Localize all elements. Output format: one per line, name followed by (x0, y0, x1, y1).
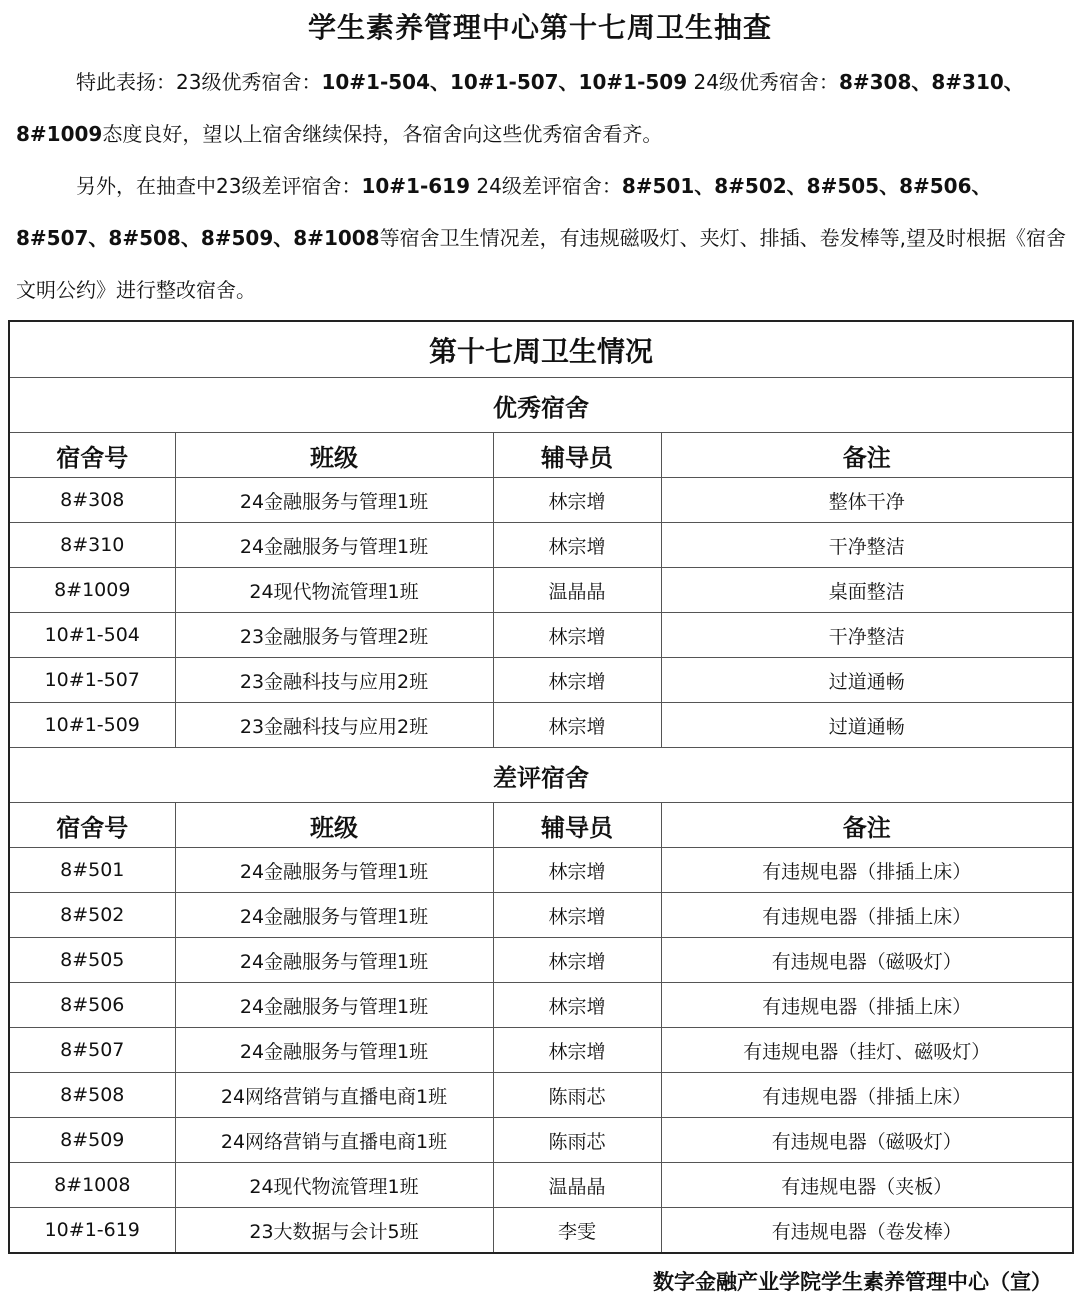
counselor-cell: 林宗增 (493, 703, 661, 748)
table-title: 第十七周卫生情况 (9, 321, 1073, 378)
note-cell: 有违规电器（排插上床） (661, 893, 1073, 938)
class-cell: 23大数据与会计5班 (175, 1208, 493, 1254)
class-cell: 23金融服务与管理2班 (175, 613, 493, 658)
table-row (9, 983, 1073, 1028)
poor-section-title: 差评宿舍 (9, 748, 1073, 803)
counselor-cell: 林宗增 (493, 613, 661, 658)
table-row (9, 848, 1073, 893)
criticism-lead: 另外，在抽查中23级差评宿舍： (76, 174, 362, 198)
class-cell: 24金融服务与管理1班 (175, 938, 493, 983)
column-header: 备注 (661, 433, 1073, 478)
column-header: 宿舍号 (9, 433, 175, 478)
criticism-list-23: 10#1-619 (361, 174, 471, 198)
table-title-row (9, 321, 1073, 378)
room-cell: 10#1-619 (9, 1208, 175, 1254)
table-header-row (9, 803, 1073, 848)
counselor-cell: 林宗增 (493, 523, 661, 568)
note-cell: 整体干净 (661, 478, 1073, 523)
column-header: 辅导员 (493, 803, 661, 848)
table-row (9, 613, 1073, 658)
criticism-mid: 24级差评宿舍： (470, 174, 622, 198)
room-cell: 8#507 (9, 1028, 175, 1073)
room-cell: 8#1008 (9, 1163, 175, 1208)
column-header: 班级 (175, 803, 493, 848)
counselor-cell: 陈雨芯 (493, 1118, 661, 1163)
criticism-paragraph (16, 160, 1066, 316)
class-cell: 24网络营销与直播电商1班 (175, 1118, 493, 1163)
class-cell: 23金融科技与应用2班 (175, 658, 493, 703)
table-row (9, 1163, 1073, 1208)
class-cell: 24金融服务与管理1班 (175, 523, 493, 568)
note-cell: 过道通畅 (661, 658, 1073, 703)
room-cell: 8#308 (9, 478, 175, 523)
counselor-cell: 林宗增 (493, 478, 661, 523)
note-cell: 过道通畅 (661, 703, 1073, 748)
class-cell: 24金融服务与管理1班 (175, 848, 493, 893)
counselor-cell: 陈雨芯 (493, 1073, 661, 1118)
counselor-cell: 林宗增 (493, 983, 661, 1028)
table-row (9, 1118, 1073, 1163)
poor-section-title-row (9, 748, 1073, 803)
table-row (9, 1073, 1073, 1118)
room-cell: 8#501 (9, 848, 175, 893)
column-header: 班级 (175, 433, 493, 478)
counselor-cell: 李雯 (493, 1208, 661, 1254)
hygiene-table-body (9, 321, 1073, 1253)
criticism-list-24: 8#501、8#502、8#505、8#506、8#507、8#508、8#509、8#1008 (16, 174, 992, 250)
class-cell: 24金融服务与管理1班 (175, 893, 493, 938)
class-cell: 24金融服务与管理1班 (175, 983, 493, 1028)
note-cell: 桌面整洁 (661, 568, 1073, 613)
room-cell: 10#1-509 (9, 703, 175, 748)
table-row (9, 523, 1073, 568)
praise-paragraph (16, 56, 1066, 160)
room-cell: 8#310 (9, 523, 175, 568)
counselor-cell: 温晶晶 (493, 1163, 661, 1208)
class-cell: 23金融科技与应用2班 (175, 703, 493, 748)
note-cell: 有违规电器（挂灯、磁吸灯） (661, 1028, 1073, 1073)
column-header: 辅导员 (493, 433, 661, 478)
room-cell: 8#505 (9, 938, 175, 983)
praise-mid: 24级优秀宿舍： (687, 70, 839, 94)
praise-list-24: 8#308、8#310、8#1009 (16, 70, 1024, 146)
table-row (9, 478, 1073, 523)
class-cell: 24网络营销与直播电商1班 (175, 1073, 493, 1118)
counselor-cell: 林宗增 (493, 1028, 661, 1073)
note-cell: 有违规电器（排插上床） (661, 848, 1073, 893)
note-cell: 有违规电器（排插上床） (661, 1073, 1073, 1118)
room-cell: 10#1-507 (9, 658, 175, 703)
class-cell: 24现代物流管理1班 (175, 1163, 493, 1208)
notice-title: 学生素养管理中心第十七周卫生抽查 (307, 11, 772, 44)
note-cell: 干净整洁 (661, 523, 1073, 568)
praise-lead: 特此表扬：23级优秀宿舍： (76, 70, 322, 94)
counselor-cell: 林宗增 (493, 658, 661, 703)
praise-list-23: 10#1-504、10#1-507、10#1-509 (321, 70, 688, 94)
table-row (9, 568, 1073, 613)
room-cell: 10#1-504 (9, 613, 175, 658)
excellent-section-title-row (9, 378, 1073, 433)
table-row (9, 938, 1073, 983)
table-row (9, 703, 1073, 748)
excellent-section-title: 优秀宿舍 (9, 378, 1073, 433)
table-header-row (9, 433, 1073, 478)
note-cell: 有违规电器（磁吸灯） (661, 1118, 1073, 1163)
counselor-cell: 温晶晶 (493, 568, 661, 613)
hygiene-table (8, 320, 1074, 1254)
class-cell: 24金融服务与管理1班 (175, 1028, 493, 1073)
table-row (9, 893, 1073, 938)
class-cell: 24金融服务与管理1班 (175, 478, 493, 523)
class-cell: 24现代物流管理1班 (175, 568, 493, 613)
room-cell: 8#1009 (9, 568, 175, 613)
praise-tail: 态度良好，望以上宿舍继续保持，各宿舍向这些优秀宿舍看齐。 (102, 122, 663, 146)
note-cell: 有违规电器（夹板） (661, 1163, 1073, 1208)
counselor-cell: 林宗增 (493, 938, 661, 983)
note-cell: 有违规电器（磁吸灯） (661, 938, 1073, 983)
table-row (9, 658, 1073, 703)
table-row (9, 1208, 1073, 1254)
column-header: 备注 (661, 803, 1073, 848)
footer-signature: 数字金融产业学院学生素养管理中心（宣） (653, 1270, 1052, 1294)
table-row (9, 1028, 1073, 1073)
room-cell: 8#509 (9, 1118, 175, 1163)
counselor-cell: 林宗增 (493, 848, 661, 893)
note-cell: 干净整洁 (661, 613, 1073, 658)
note-cell: 有违规电器（排插上床） (661, 983, 1073, 1028)
room-cell: 8#506 (9, 983, 175, 1028)
counselor-cell: 林宗增 (493, 893, 661, 938)
note-cell: 有违规电器（卷发棒） (661, 1208, 1073, 1254)
column-header: 宿舍号 (9, 803, 175, 848)
room-cell: 8#502 (9, 893, 175, 938)
room-cell: 8#508 (9, 1073, 175, 1118)
criticism-tail: 等宿舍卫生情况差，有违规磁吸灯、夹灯、排插、卷发棒等,望及时根据《宿舍文明公约》进行整改宿舍。 (16, 226, 1066, 302)
